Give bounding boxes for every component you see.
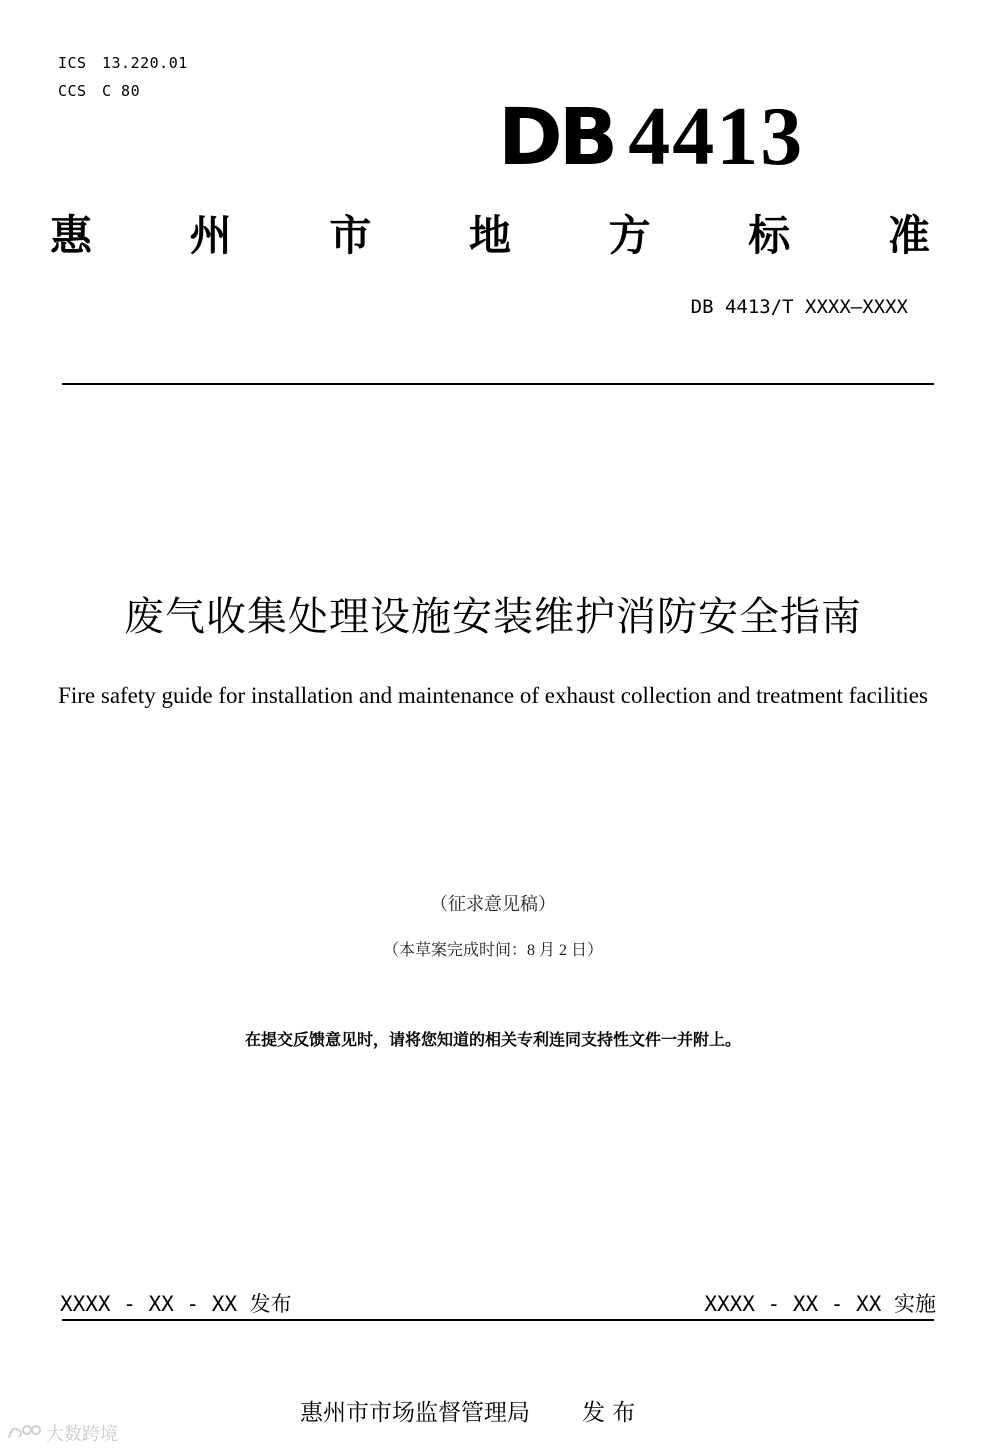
standard-title-char: 标 <box>748 211 791 260</box>
draft-completion-date: （本草案完成时间：8 月 2 日） <box>382 942 603 959</box>
issuer-action: 发 布 <box>582 1400 636 1426</box>
watermark <box>6 1420 118 1446</box>
ccs-value: C 80 <box>102 82 141 100</box>
document-title-en: Fire safety guide for installation and maintenance of exhaust collection and treatment facilities <box>58 683 928 708</box>
ccs-label: CCS <box>58 82 87 100</box>
standard-title-char: 市 <box>329 211 372 260</box>
draft-status: （征求意见稿） <box>430 894 556 914</box>
issue-date: XXXX - XX - XX 发布 <box>60 1292 292 1316</box>
standard-title-char: 准 <box>887 211 930 260</box>
ics-value: 13.220.01 <box>102 54 188 72</box>
db-standard-logo <box>498 92 858 182</box>
bottom-divider <box>62 1319 934 1321</box>
watermark-text: 大数跨境 <box>46 1424 118 1445</box>
ccs-code <box>58 82 140 100</box>
standard-title-char: 方 <box>608 211 651 260</box>
brand-mark-icon <box>6 1422 42 1444</box>
standard-number: DB 4413/T XXXX—XXXX <box>690 296 908 318</box>
standard-type-title <box>50 206 930 266</box>
standard-title-char: 州 <box>189 211 232 260</box>
logo-db-text: DB <box>498 93 615 183</box>
ics-label: ICS <box>58 54 87 72</box>
implementation-date: XXXX - XX - XX 实施 <box>704 1292 936 1316</box>
ics-code <box>58 54 188 72</box>
standard-title-char: 惠 <box>50 211 93 260</box>
logo-number-text: 4413 <box>628 90 805 183</box>
issuer-name: 惠州市市场监督管理局 <box>300 1400 530 1426</box>
patent-notice: 在提交反馈意见时，请将您知道的相关专利连同支持性文件一并附上。 <box>244 1030 741 1049</box>
standard-title-char: 地 <box>468 211 511 260</box>
top-divider <box>62 383 934 385</box>
issuing-authority <box>300 1394 635 1427</box>
document-title-cn: 废气收集处理设施安装维护消防安全指南 <box>124 594 862 640</box>
